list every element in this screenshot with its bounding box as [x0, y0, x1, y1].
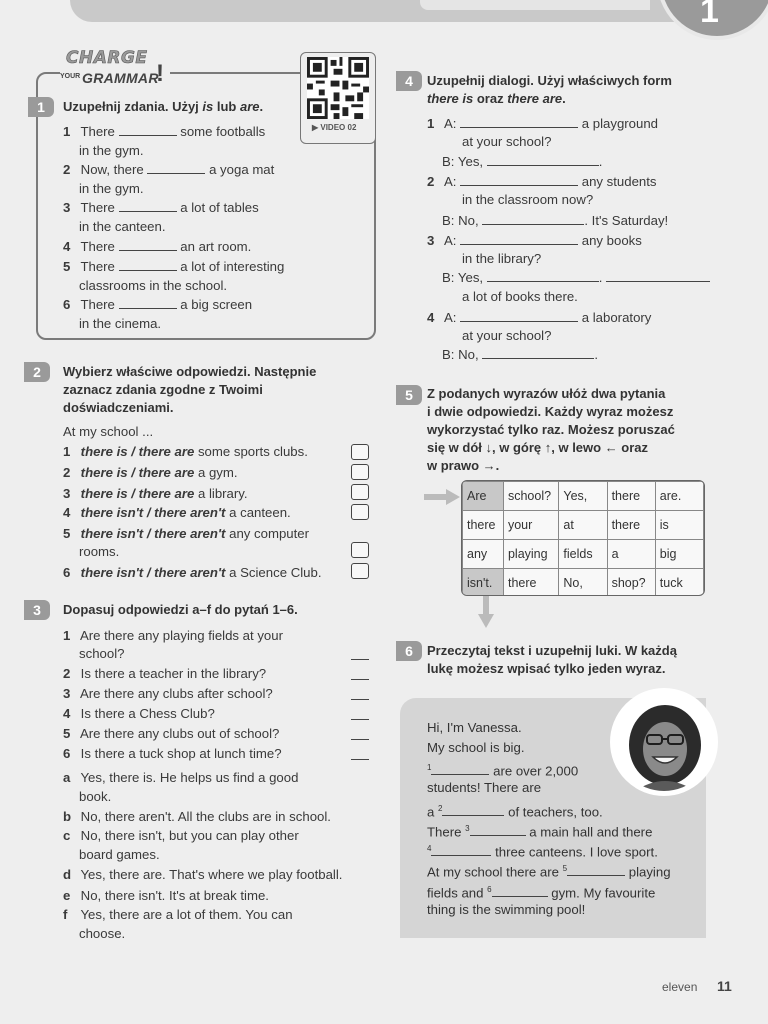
ex2-item-5: 5 there isn't / there aren't any computer [63, 526, 310, 541]
grid-cell[interactable]: there [463, 511, 504, 540]
exercise-4-number: 4 [396, 71, 422, 91]
exercise-4-title-line-1: Uzupełnij dialogi. Użyj właściwych form [427, 73, 672, 88]
exercise-1-number: 1 [28, 97, 54, 117]
ex1-blank-2[interactable] [147, 162, 205, 174]
grid-cell[interactable]: there [607, 482, 655, 511]
exercise-6-title-line-2: lukę możesz wpisać tylko jeden wyraz. [427, 661, 666, 676]
video-link[interactable]: ▶ VIDEO 02 [312, 123, 357, 132]
grid-cell[interactable]: school? [503, 482, 558, 511]
ex4-dialog-4-b: B: No, . [442, 347, 599, 362]
grid-cell[interactable]: fields [559, 540, 607, 569]
ex4-blank-1a[interactable] [460, 116, 578, 128]
grid-row [463, 511, 704, 540]
ex3-answer-blank-2[interactable] [351, 679, 369, 680]
unit-number: 1 [700, 0, 719, 30]
reading-line-9: fields and $^6$ gym. My favourite [427, 885, 656, 901]
reading-line-5: a $^2$ of teachers, too. [427, 804, 603, 820]
arrow-right-icon [424, 489, 460, 505]
ex1-blank-4[interactable] [119, 239, 177, 251]
exercise-2-number: 2 [24, 362, 50, 382]
ex2-checkbox-2[interactable] [351, 464, 369, 480]
ex4-dialog-1-a-cont: at your school? [462, 134, 552, 149]
ex3-answer-c-cont: board games. [79, 847, 160, 862]
ex4-dialog-2-b: B: No, . It's Saturday! [442, 213, 669, 228]
exercise-3-title: Dopasuj odpowiedzi a–f do pytań 1–6. [63, 602, 298, 617]
reading-gap-1[interactable] [431, 763, 489, 775]
ex4-dialog-3-b-cont: a lot of books there. [462, 289, 578, 304]
ex3-question-4: 4 Is there a Chess Club? [63, 706, 215, 721]
exercise-5-title-line-5: w prawo →. [427, 458, 500, 473]
ex1-item-2: 2 Now, there a yoga mat [63, 162, 275, 177]
ex3-answer-f: f Yes, there are a lot of them. You can [63, 907, 293, 922]
ex3-answer-blank-4[interactable] [351, 719, 369, 720]
exercise-5-title-line-2: i dwie odpowiedzi. Każdy wyraz możesz [427, 404, 674, 419]
ex4-blank-4b[interactable] [482, 347, 594, 359]
ex4-dialog-1-b: B: Yes, . [442, 154, 603, 169]
ex4-dialog-4-a: 4 A: a laboratory [427, 310, 652, 325]
ex4-dialog-2-a: 2 A: any students [427, 174, 657, 189]
grid-cell[interactable]: your [503, 511, 558, 540]
grid-row [463, 569, 704, 597]
ex4-blank-3c[interactable] [606, 270, 710, 282]
ex4-dialog-3-a-cont: in the library? [462, 251, 542, 266]
ex4-blank-4a[interactable] [460, 310, 578, 322]
grid-cell[interactable]: Are [463, 482, 504, 511]
logo-charge-text: CHARGE [66, 48, 148, 68]
reading-gap-5[interactable] [567, 864, 625, 876]
ex2-item-1: 1 there is / there are some sports clubs. [63, 444, 308, 459]
grid-cell[interactable]: playing [503, 540, 558, 569]
ex2-checkbox-3[interactable] [351, 484, 369, 500]
ex2-item-6: 6 there isn't / there aren't a Science Club. [63, 565, 322, 580]
ex1-item-5: 5 There a lot of interesting [63, 259, 285, 274]
ex3-answer-b: b No, there aren't. All the clubs are in school. [63, 809, 331, 824]
reading-line-10: thing is the swimming pool! [427, 902, 586, 917]
logo-grammar-text: GRAMMAR [82, 70, 159, 86]
arrow-down-icon [478, 596, 494, 628]
ex3-answer-blank-1[interactable] [351, 659, 369, 660]
ex2-intro: At my school ... [63, 424, 154, 439]
exercise-6-title-line-1: Przeczytaj tekst i uzupełnij luki. W każdą [427, 643, 677, 658]
ex3-answer-c: c No, there isn't, but you can play other [63, 828, 299, 843]
ex3-question-2: 2 Is there a teacher in the library? [63, 666, 267, 681]
ex3-answer-blank-6[interactable] [351, 759, 369, 760]
grid-cell[interactable]: big [655, 540, 703, 569]
ex4-dialog-4-a-cont: at your school? [462, 328, 552, 343]
reading-line-4: students! There are [427, 780, 542, 795]
ex3-question-3: 3 Are there any clubs after school? [63, 686, 273, 701]
reading-gap-6[interactable] [492, 885, 548, 897]
grid-row [463, 482, 704, 511]
qr-code-icon[interactable] [306, 57, 370, 119]
exercise-1-title: Uzupełnij zdania. Użyj is lub are. [63, 99, 264, 114]
ex1-blank-5[interactable] [119, 259, 177, 271]
ex1-item-1-cont: in the gym. [79, 143, 144, 158]
word-grid [461, 480, 705, 596]
grid-cell[interactable]: any [463, 540, 504, 569]
reading-line-8: At my school there are $^5$ playing [427, 864, 671, 880]
grid-cell[interactable]: a [607, 540, 655, 569]
top-banner-tab [420, 0, 650, 10]
reading-gap-2[interactable] [442, 804, 504, 816]
grid-cell[interactable]: at [559, 511, 607, 540]
ex2-item-4: 4 there isn't / there aren't a canteen. [63, 505, 291, 520]
ex4-blank-3a[interactable] [460, 233, 578, 245]
ex4-blank-2b[interactable] [482, 213, 584, 225]
ex1-item-5-cont: classrooms in the school. [79, 278, 228, 293]
ex4-dialog-3-b: B: Yes, . [442, 268, 710, 287]
ex3-answer-blank-3[interactable] [351, 699, 369, 700]
logo-exclaim: ! [156, 60, 164, 87]
girl-portrait-icon [615, 693, 713, 791]
exercise-5-title-line-3: wykorzystać tylko raz. Możesz poruszać [427, 422, 675, 437]
grid-row [463, 540, 704, 569]
ex3-answer-d: d Yes, there are. That's where we play football. [63, 867, 343, 882]
ex3-question-6: 6 Is there a tuck shop at lunch time? [63, 746, 282, 761]
ex4-blank-1b[interactable] [487, 154, 599, 166]
ex2-item-5-cont: rooms. [79, 544, 120, 559]
ex2-checkbox-1[interactable] [351, 444, 369, 460]
ex2-checkbox-4[interactable] [351, 504, 369, 520]
grid-cell[interactable]: Yes, [559, 482, 607, 511]
ex3-question-5: 5 Are there any clubs out of school? [63, 726, 280, 741]
ex2-checkbox-6[interactable] [351, 563, 369, 579]
grid-cell[interactable]: tuck [655, 569, 703, 597]
ex3-answer-f-cont: choose. [79, 926, 126, 941]
grid-cell[interactable]: there [607, 511, 655, 540]
ex1-item-6-cont: in the cinema. [79, 316, 162, 331]
page-number: 11 [717, 978, 732, 994]
reading-line-2: My school is big. [427, 740, 525, 755]
grid-cell[interactable]: there [503, 569, 558, 597]
ex3-question-1-cont: school? [79, 646, 125, 661]
exercise-2-title-line-3: doświadczeniami. [63, 400, 174, 415]
ex1-blank-1[interactable] [119, 124, 177, 136]
ex4-dialog-2-a-cont: in the classroom now? [462, 192, 594, 207]
ex3-question-1: 1 Are there any playing fields at your [63, 628, 283, 643]
ex1-item-1: 1 There some footballs [63, 124, 266, 139]
ex3-answer-a: a Yes, there is. He helps us find a good [63, 770, 299, 785]
exercise-5-number: 5 [396, 385, 422, 405]
ex4-blank-3b[interactable] [487, 270, 599, 282]
page-number-word: eleven [662, 980, 698, 994]
ex2-item-3: 3 there is / there are a library. [63, 486, 248, 501]
exercise-4-title-line-2: there is oraz there are. [427, 91, 566, 106]
ex1-blank-6[interactable] [119, 297, 177, 309]
ex3-answer-blank-5[interactable] [351, 739, 369, 740]
exercise-5-title-line-1: Z podanych wyrazów ułóż dwa pytania [427, 386, 666, 401]
grid-cell[interactable]: No, [559, 569, 607, 597]
ex2-item-2: 2 there is / there are a gym. [63, 465, 238, 480]
reading-line-1: Hi, I'm Vanessa. [427, 720, 522, 735]
ex1-item-4: 4 There an art room. [63, 239, 252, 254]
ex1-item-3-cont: in the canteen. [79, 219, 166, 234]
ex1-blank-3[interactable] [119, 200, 177, 212]
reading-gap-3[interactable] [470, 824, 526, 836]
logo-your-text: YOUR [60, 73, 81, 80]
ex4-dialog-3-a: 3 A: any books [427, 233, 642, 248]
reading-line-7: $^4$ three canteens. I love sport. [427, 844, 658, 860]
grid-cell[interactable]: isn't. [463, 569, 504, 597]
exercise-5-title-line-4: się w dół ↓, w górę ↑, w lewo ← oraz [427, 440, 649, 455]
ex3-answer-a-cont: book. [79, 789, 112, 804]
reading-gap-4[interactable] [431, 844, 491, 856]
exercise-2-title-line-1: Wybierz właściwe odpowiedzi. Następnie [63, 364, 317, 379]
grid-cell[interactable]: are. [655, 482, 703, 511]
exercise-6-number: 6 [396, 641, 422, 661]
ex2-checkbox-5[interactable] [351, 542, 369, 558]
exercise-3-number: 3 [24, 600, 50, 620]
exercise-2-title-line-2: zaznacz zdania zgodne z Twoimi [63, 382, 263, 397]
ex1-item-6: 6 There a big screen [63, 297, 253, 312]
grid-cell[interactable]: is [655, 511, 703, 540]
grid-cell[interactable]: shop? [607, 569, 655, 597]
reading-line-6: There $^3$ a main hall and there [427, 824, 653, 840]
ex1-item-2-cont: in the gym. [79, 181, 144, 196]
ex1-item-3: 3 There a lot of tables [63, 200, 259, 215]
vanessa-photo [610, 688, 718, 796]
ex3-answer-e: e No, there isn't. It's at break time. [63, 888, 269, 903]
reading-line-3: $^1$ are over 2,000 [427, 763, 579, 779]
ex4-blank-2a[interactable] [460, 174, 578, 186]
ex4-dialog-1-a: 1 A: a playground [427, 116, 659, 131]
